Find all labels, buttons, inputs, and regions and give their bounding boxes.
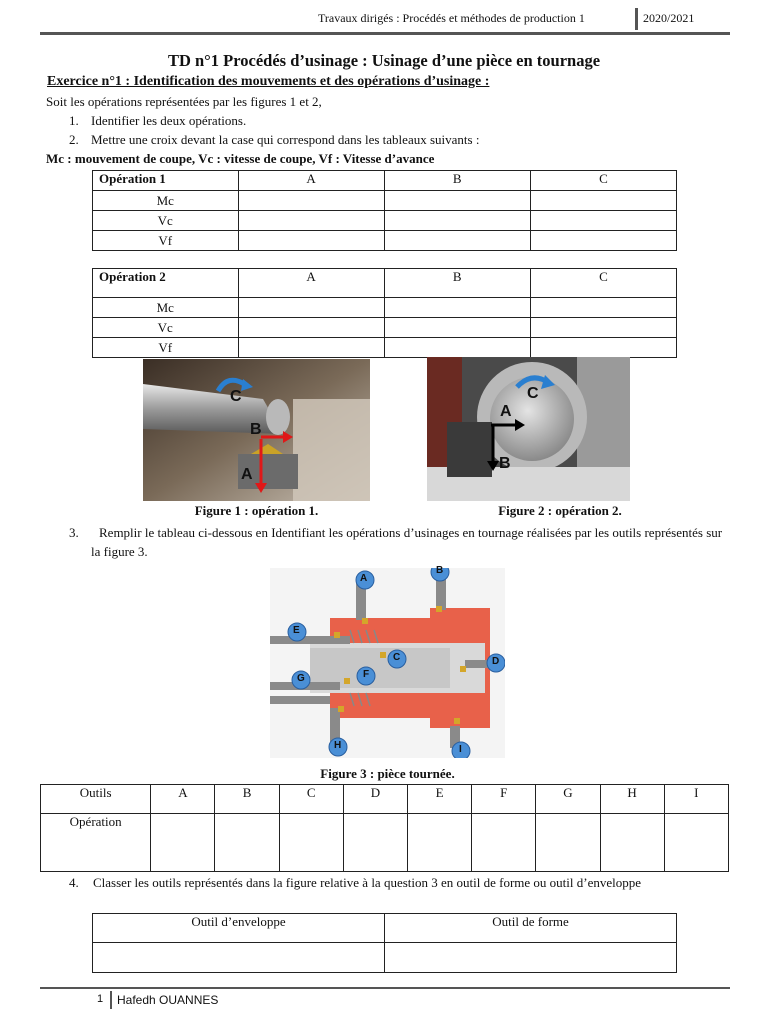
table-col-header: I — [664, 785, 728, 814]
figure-label: A — [241, 466, 253, 483]
figure-label: C — [527, 385, 539, 402]
figure3-caption: Figure 3 : pièce tournée. — [320, 766, 455, 781]
question-number: 4. — [69, 875, 79, 890]
operation2-table — [92, 268, 677, 358]
table-col-header: F — [472, 785, 536, 814]
intro-text: Soit les opérations représentées par les figures 1 et 2, — [46, 94, 322, 109]
header-separator — [635, 8, 638, 30]
figure-label: B — [436, 565, 444, 576]
answer-cell[interactable] — [151, 814, 215, 872]
table-col-header: C — [530, 269, 676, 298]
answer-cell[interactable] — [530, 211, 676, 231]
figure-label: B — [499, 455, 511, 472]
figure-label: E — [293, 625, 300, 636]
answer-cell[interactable] — [238, 338, 384, 358]
list-item-text: Mettre une croix devant la case qui correspond dans les tableaux suivants : — [91, 132, 480, 147]
figure-label: D — [492, 656, 500, 667]
author-name: Hafedh OUANNES — [117, 993, 219, 1007]
header-course: Travaux dirigés : Procédés et méthodes de production 1 — [318, 11, 585, 25]
turning-operation2-illustration — [427, 357, 630, 501]
figure-label: B — [250, 421, 262, 438]
question-number: 3. — [69, 525, 79, 540]
answer-cell[interactable] — [600, 814, 664, 872]
table-col-header: C — [530, 171, 676, 191]
answer-cell[interactable] — [384, 211, 530, 231]
header-year: 2020/2021 — [643, 11, 695, 25]
classification-table — [92, 913, 677, 973]
answer-cell[interactable] — [384, 298, 530, 318]
table-header-cell: Opération 1 — [93, 171, 239, 191]
answer-cell[interactable] — [238, 318, 384, 338]
table-row-label: Mc — [93, 298, 239, 318]
table-row-label: Mc — [93, 191, 239, 211]
list-item-text: Identifier les deux opérations. — [91, 113, 247, 128]
answer-cell[interactable] — [530, 191, 676, 211]
answer-cell[interactable] — [384, 231, 530, 251]
table-col-header: B — [215, 785, 279, 814]
table-row-label: Vc — [93, 318, 239, 338]
answer-cell[interactable] — [279, 814, 343, 872]
table-row-label: Vc — [93, 211, 239, 231]
legend-text: Mc : mouvement de coupe, Vc : vitesse de coupe, Vf : Vitesse d’avance — [46, 151, 435, 166]
table-col-header: A — [151, 785, 215, 814]
answer-cell[interactable] — [384, 338, 530, 358]
exercise-title: Exercice n°1 : Identification des mouvements et des opérations d’usinage : — [47, 74, 490, 89]
table-col-header: A — [238, 269, 384, 298]
answer-cell[interactable] — [536, 814, 600, 872]
header-rule — [40, 32, 730, 35]
table-row-label: Vf — [93, 231, 239, 251]
figure-label: G — [297, 673, 305, 684]
turned-part-illustration — [270, 568, 505, 758]
answer-cell[interactable] — [238, 298, 384, 318]
footer-rule — [40, 987, 730, 989]
answer-cell[interactable] — [343, 814, 407, 872]
table-row-label: Vf — [93, 338, 239, 358]
figure1-photo — [143, 359, 370, 501]
answer-cell[interactable] — [530, 338, 676, 358]
question4 — [69, 873, 729, 892]
table-col-header: Outil de forme — [385, 914, 677, 943]
table-row-label: Opération — [41, 814, 151, 872]
answer-cell[interactable] — [530, 298, 676, 318]
table-col-header: Outil d’enveloppe — [93, 914, 385, 943]
table-col-header: G — [536, 785, 600, 814]
answer-cell[interactable] — [530, 231, 676, 251]
page-number: 1 — [97, 993, 104, 1005]
answer-cell[interactable] — [384, 318, 530, 338]
answer-cell[interactable] — [385, 943, 677, 973]
answer-cell[interactable] — [238, 231, 384, 251]
figure-label: I — [459, 744, 462, 755]
answer-cell[interactable] — [530, 318, 676, 338]
answer-cell[interactable] — [238, 211, 384, 231]
figure2-caption: Figure 2 : opération 2. — [498, 503, 622, 518]
operation1-table — [92, 170, 677, 251]
answer-cell[interactable] — [238, 191, 384, 211]
table-col-header: C — [279, 785, 343, 814]
table-col-header: D — [343, 785, 407, 814]
table-col-header: H — [600, 785, 664, 814]
table-header-cell: Outils — [41, 785, 151, 814]
tools-table — [40, 784, 729, 872]
answer-cell[interactable] — [408, 814, 472, 872]
answer-cell[interactable] — [384, 191, 530, 211]
figure-label: A — [360, 573, 368, 584]
answer-cell[interactable] — [472, 814, 536, 872]
question-text: Remplir le tableau ci-dessous en Identifiant les opérations d’usinages en tournage réalisées par les outils représentés sur la figure 3. — [91, 525, 723, 559]
figure-label: C — [230, 388, 242, 405]
table-col-header: B — [384, 171, 530, 191]
figure-label: H — [334, 740, 342, 751]
figure1-caption: Figure 1 : opération 1. — [194, 503, 319, 518]
answer-cell[interactable] — [215, 814, 279, 872]
table-header-cell: Opération 2 — [93, 269, 239, 298]
figure-label: F — [363, 669, 370, 680]
figure3-drawing — [270, 565, 505, 758]
figure2-photo — [427, 357, 630, 501]
list-item-number: 1. — [69, 113, 79, 128]
answer-cell[interactable] — [664, 814, 728, 872]
table-col-header: B — [384, 269, 530, 298]
figure-label: C — [393, 652, 401, 663]
list-item-number: 2. — [69, 132, 79, 147]
document-title: TD n°1 Procédés d’usinage : Usinage d’une pièce en tournage — [167, 51, 601, 70]
figure-label: A — [500, 403, 512, 420]
table-col-header: E — [408, 785, 472, 814]
footer-separator — [110, 991, 112, 1009]
question-text: Classer les outils représentés dans la figure relative à la question 3 en outil de forme ou outil d’enveloppe — [93, 875, 642, 890]
answer-cell[interactable] — [93, 943, 385, 973]
question3 — [69, 523, 729, 561]
table-col-header: A — [238, 171, 384, 191]
